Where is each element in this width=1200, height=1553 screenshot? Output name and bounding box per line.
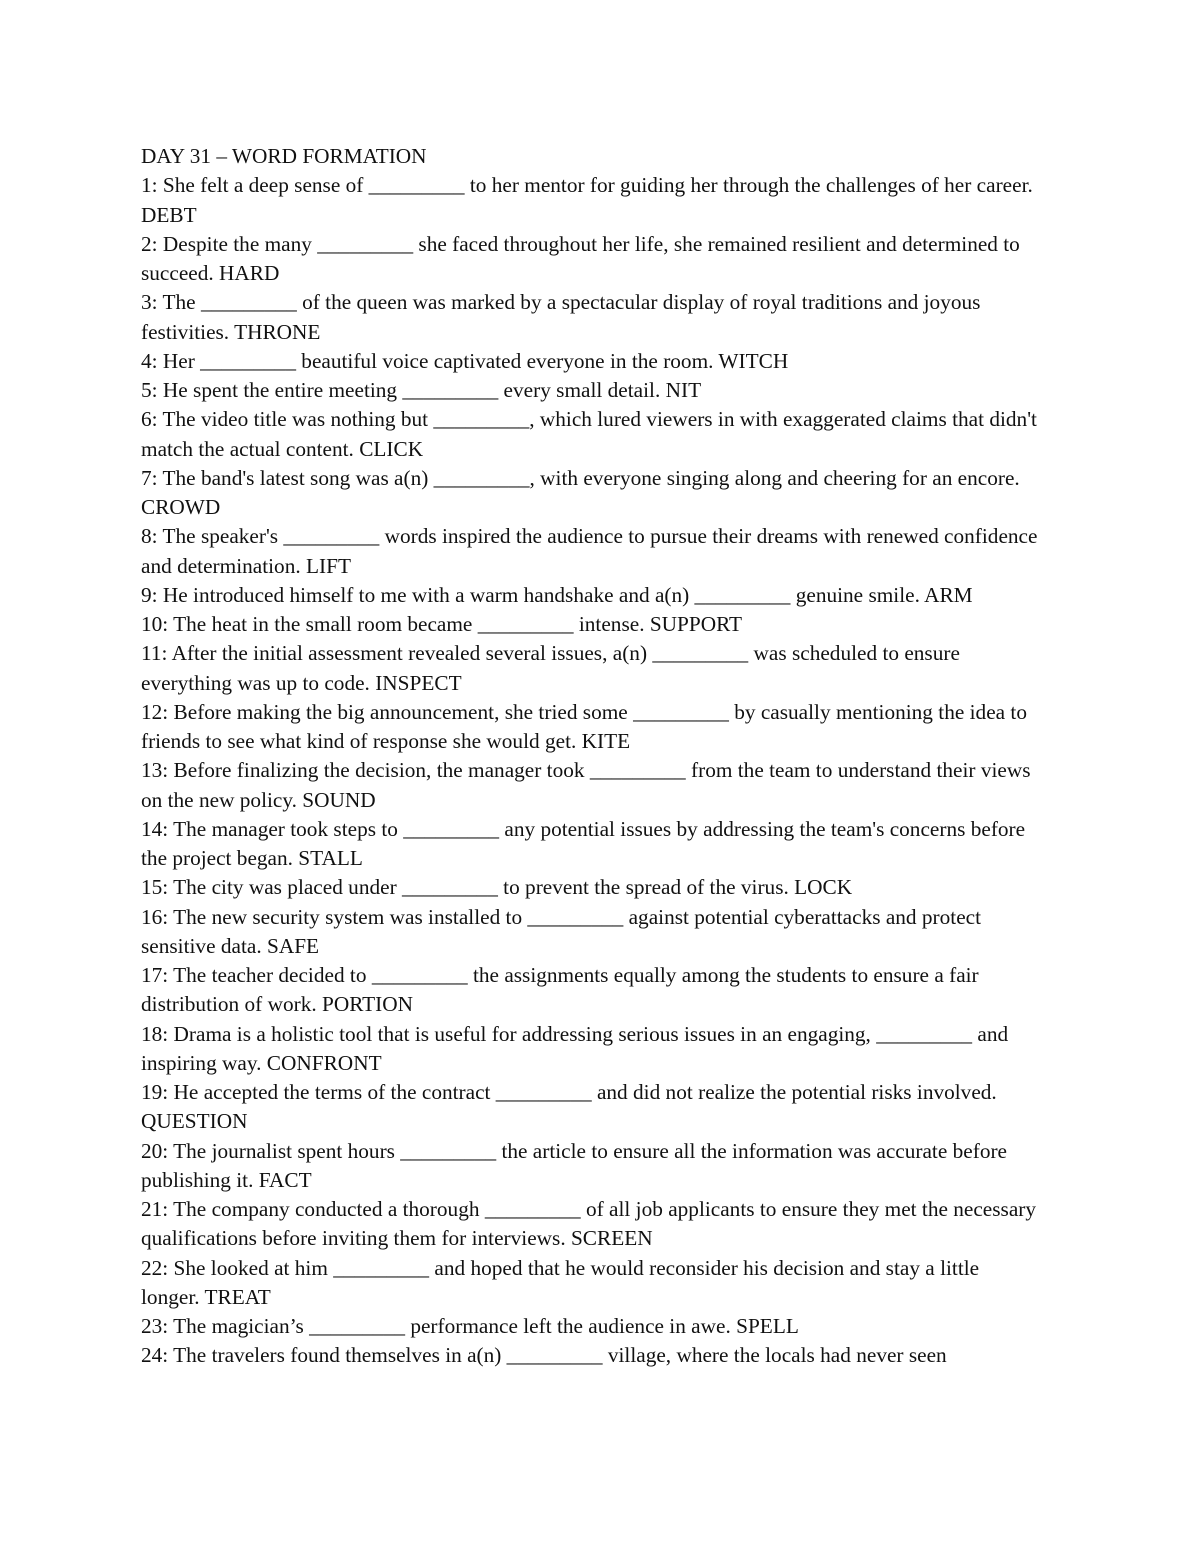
question-item: 19: He accepted the terms of the contract _________ and did not realize the potential risks involved. QUESTION [141,1080,997,1134]
question-item: 21: The company conducted a thorough _________ of all job applicants to ensure they met the necessary qualifications before inviting them for interviews. SCREEN [141,1197,1037,1251]
question-item: 16: The new security system was installed to _________ against potential cyberattacks and protect sensitive data. SAFE [141,904,982,958]
question-item: 8: The speaker's _________ words inspired the audience to pursue their dreams with renewed confidence and determination. LIFT [141,524,1038,578]
question-item: 23: The magician’s _________ performance left the audience in awe. SPELL [141,1314,799,1338]
question-item: 11: After the initial assessment revealed several issues, a(n) _________ was scheduled to ensure everything was up to code. INSPECT [141,641,960,695]
question-item: 5: He spent the entire meeting _________ every small detail. NIT [141,378,702,402]
question-item: 10: The heat in the small room became _________ intense. SUPPORT [141,612,743,636]
question-item: 7: The band's latest song was a(n) _________, with everyone singing along and cheering for an encore. CROWD [141,465,1020,519]
question-item: 24: The travelers found themselves in a(n) _________ village, where the locals had never seen [141,1343,947,1368]
question-item: 6: The video title was nothing but _________, which lured viewers in with exaggerated claims that didn't match the actual content. CLICK [141,407,1037,461]
document-body [141,142,1041,1371]
question-item: 3: The _________ of the queen was marked by a spectacular display of royal traditions and joyous festivities. THRONE [141,290,981,344]
question-item: 4: Her _________ beautiful voice captivated everyone in the room. WITCH [141,348,789,373]
question-item: 15: The city was placed under _________ to prevent the spread of the virus. LOCK [141,875,853,900]
question-item: 18: Drama is a holistic tool that is useful for addressing serious issues in an engaging, _________ and inspiring way. CONFRONT [141,1021,1009,1075]
question-item: 1: She felt a deep sense of _________ to her mentor for guiding her through the challenges of her career. DEBT [141,173,1033,227]
question-item: 17: The teacher decided to _________ the assignments equally among the students to ensure a fair distribution of work. PORTION [141,963,979,1017]
question-item: 9: He introduced himself to me with a warm handshake and a(n) _________ genuine smile. ARM [141,582,973,607]
question-item: 12: Before making the big announcement, she tried some _________ by casually mentioning the idea to friends to see what kind of response she would get. KITE [141,699,1027,753]
question-item: 2: Despite the many _________ she faced throughout her life, she remained resilient and determined to succeed. HARD [141,231,1020,285]
question-item: 13: Before finalizing the decision, the manager took _________ from the team to understand their views on the new policy. SOUND [141,758,1031,812]
question-item: 20: The journalist spent hours _________ the article to ensure all the information was accurate before publishing it. FACT [141,1138,1008,1192]
question-item: 22: She looked at him _________ and hoped that he would reconsider his decision and stay a little longer. TREAT [141,1255,980,1309]
document-title: DAY 31 – WORD FORMATION [141,144,427,168]
question-item: 14: The manager took steps to _________ any potential issues by addressing the team's concerns before the project began. STALL [141,816,1026,870]
